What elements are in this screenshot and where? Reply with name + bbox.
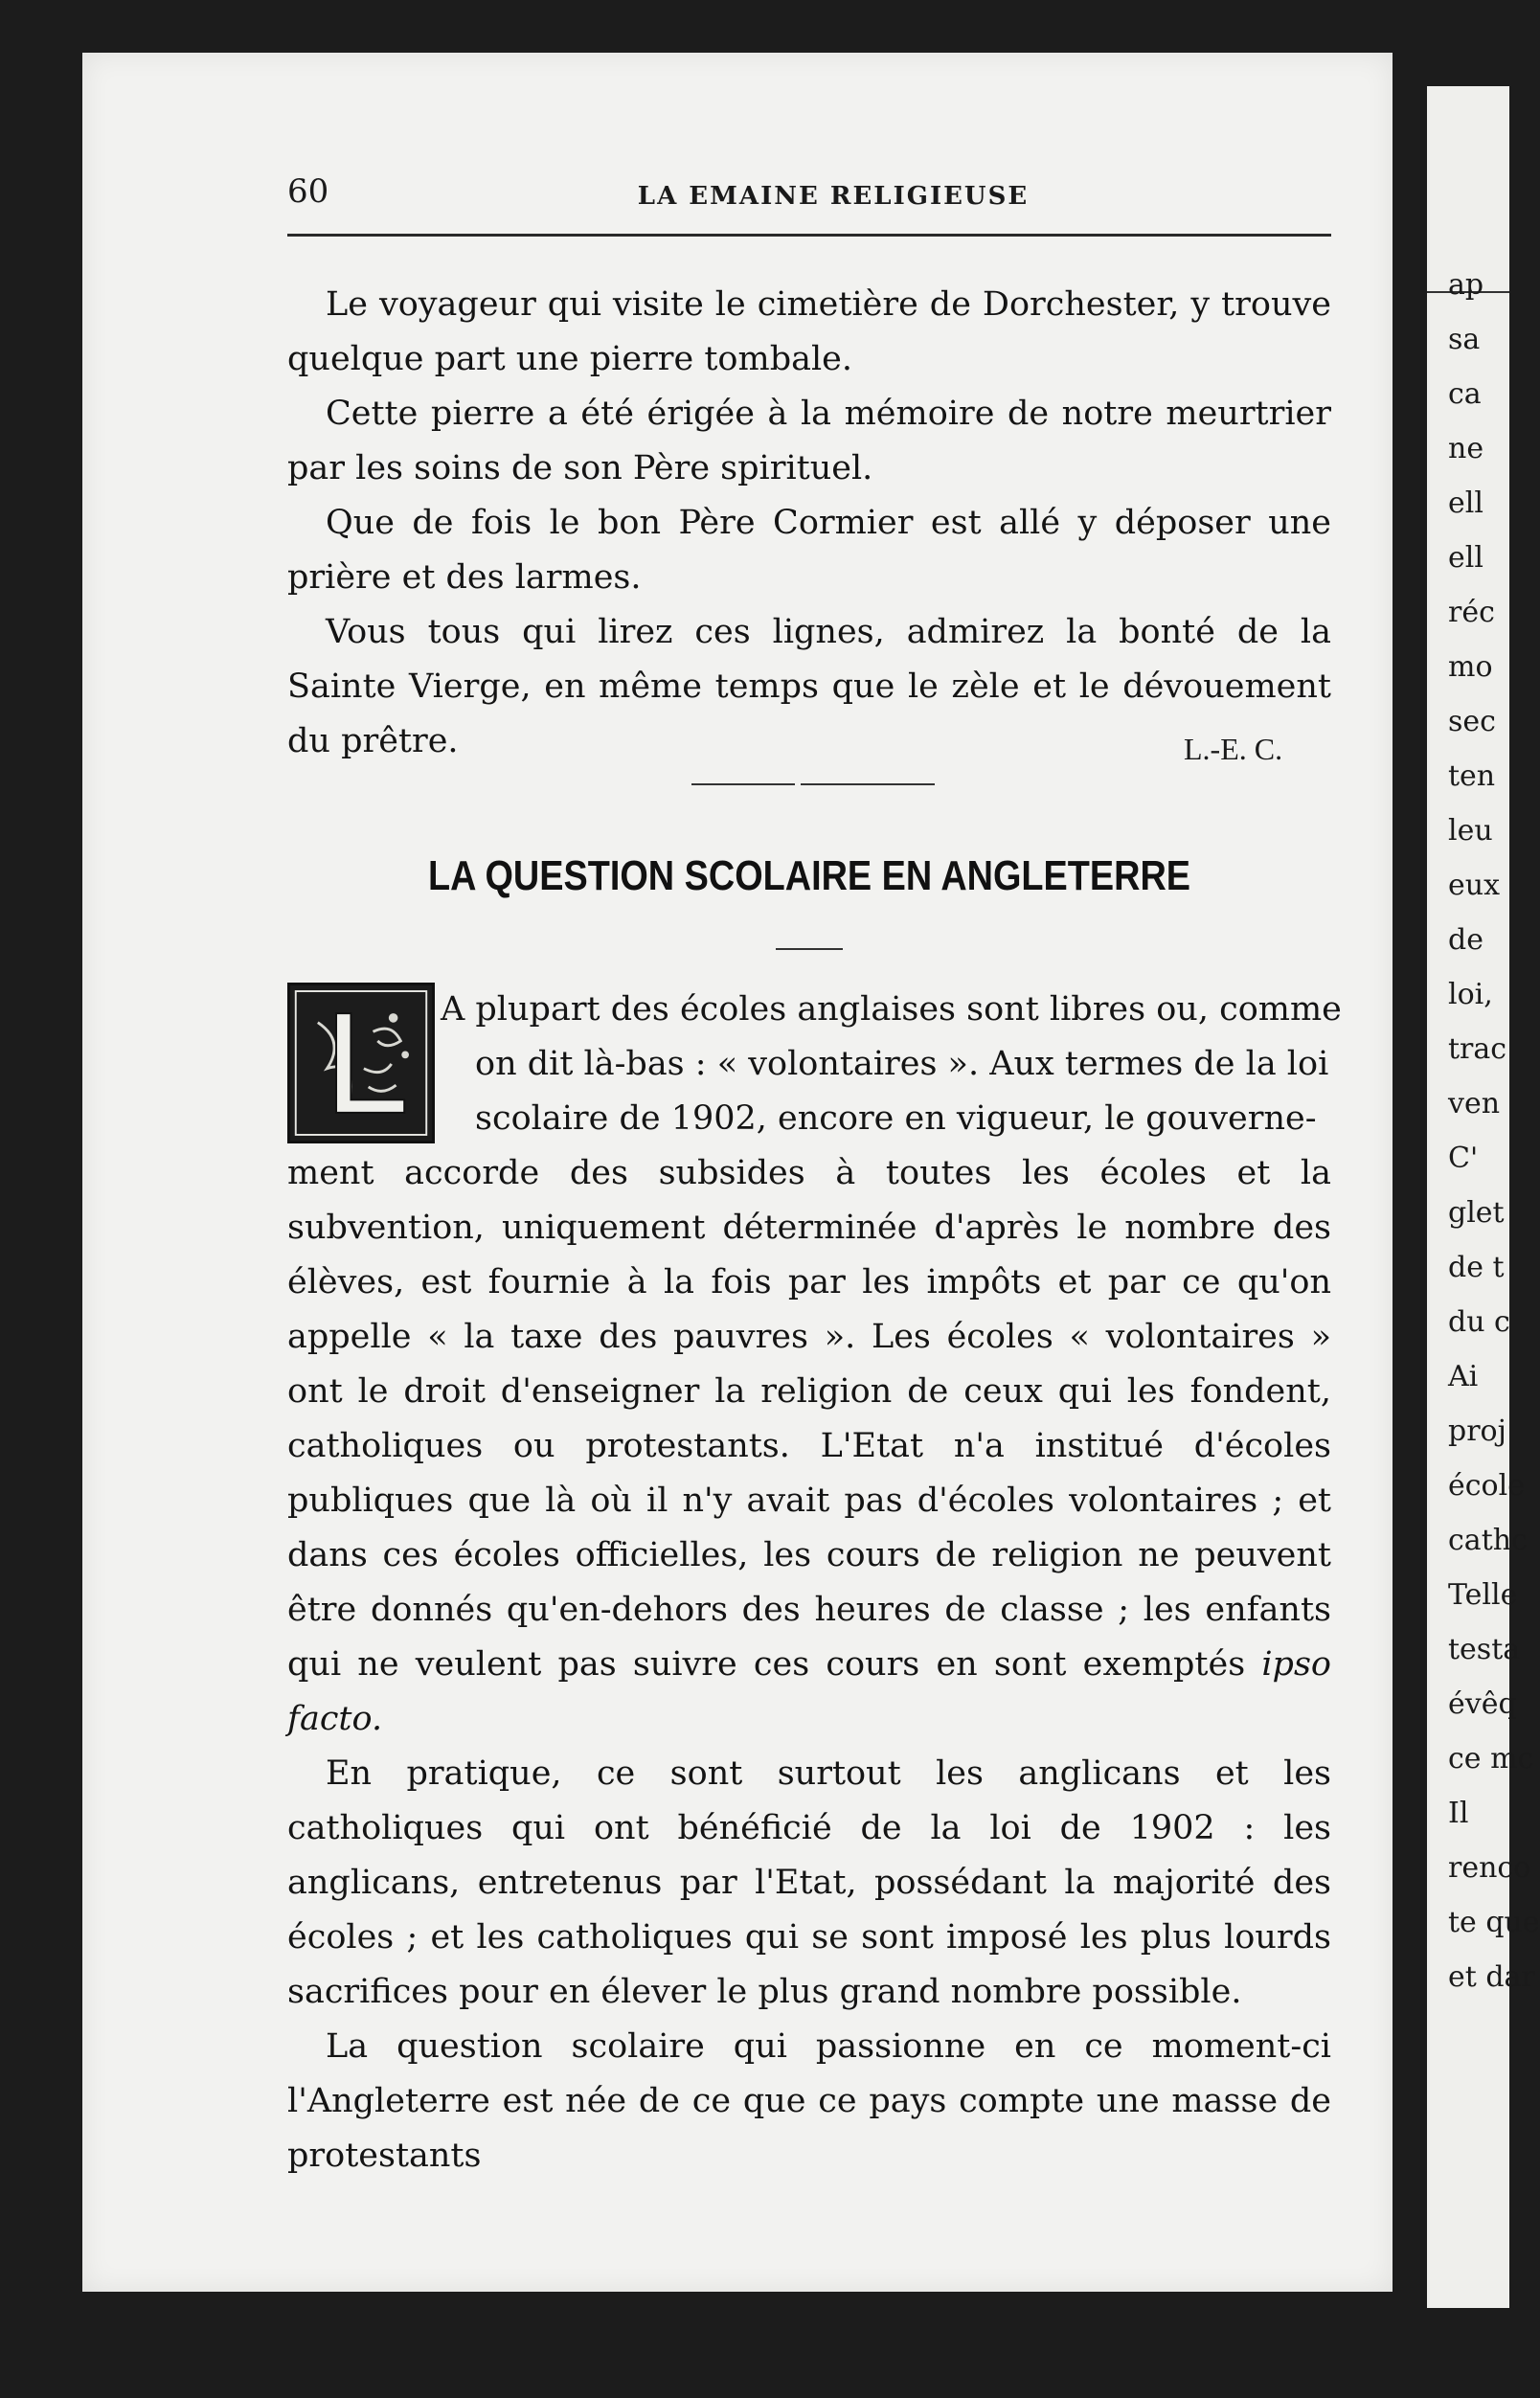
facing-page-fragment: proj — [1448, 1414, 1506, 1448]
facing-page-fragment: cathc — [1448, 1524, 1528, 1557]
facing-page-fragment: testa — [1448, 1633, 1521, 1666]
page-number: 60 — [287, 172, 329, 211]
paragraph — [287, 1146, 1331, 1747]
separator-rule-right — [801, 783, 935, 785]
paragraph: La question scolaire qui passionne en ce moment-ci l'Angleterre est née de ce que ce pays compte une masse de protestants — [287, 2027, 1331, 2175]
paragraph: Que de fois le bon Père Cormier est allé y déposer une prière et des larmes. — [287, 504, 1331, 597]
article-body — [287, 1146, 1331, 2183]
facing-page-fragment: leu — [1448, 814, 1493, 848]
paragraph: En pratique, ce sont surtout les anglicans et les catholiques qui ont bénéficié de la loi de 1902 : les anglicans, entretenus par l'Etat, possédant la majorité des écoles ; et les catholiques qui se sont imposé les plus lourds sacrifices pour en élever le plus grand nombre possible. — [287, 1754, 1331, 2011]
facing-page-fragment: réc — [1448, 596, 1495, 629]
paragraph: Le voyageur qui visite le cimetière de Dorchester, y trouve quelque part une pierre tombale. — [287, 285, 1331, 378]
facing-page-fragment: trac — [1448, 1032, 1507, 1066]
facing-page-fragment: ca — [1448, 377, 1482, 411]
paragraph: Vous tous qui lirez ces lignes, admirez la bonté de la Sainte Vierge, en même temps que le zèle et le dévouement du prêtre. — [287, 613, 1331, 760]
title-rule — [776, 948, 843, 950]
facing-page-fragment: ce mc — [1448, 1742, 1534, 1776]
paragraph: Cette pierre a été érigée à la mémoire de notre meurtrier par les soins de son Père spirituel. — [287, 395, 1331, 487]
italic-phrase: ipso facto. — [287, 1645, 1331, 1738]
facing-page-fragment: ell — [1448, 541, 1483, 575]
facing-page-fragment: du c — [1448, 1305, 1510, 1339]
facing-page-edge — [1427, 86, 1540, 2308]
facing-page-fragment: ap — [1448, 268, 1484, 302]
paragraph-text: ment accorde des subsides à toutes les écoles et la subvention, uniquement déterminée d'après le nombre des élèves, est fournie à la fois par les impôts et par ce qu'on appelle « la taxe des pauvres ». Les écoles « volontaires » ont le droit d'enseigner la religion de ceux qui les fondent, catholiques ou protestants. L'Etat n'a institué d'écoles publiques que là où il n'y avait pas d'écoles volontaires ; et dans ces écoles officielles, les cours de religion ne peuvent être donnés qu'en-dehors des heures de classe ; les enfants qui ne veulent pas suivre ces cours en sont exemptés — [287, 1154, 1331, 1684]
facing-page-fragment: sec — [1448, 705, 1496, 738]
article-opening-lines — [441, 983, 1342, 1146]
facing-page-fragment: de — [1448, 923, 1483, 957]
facing-page-fragment: évêq — [1448, 1687, 1517, 1721]
facing-page-fragment: glet — [1448, 1196, 1505, 1230]
separator-rule-left — [691, 783, 795, 785]
facing-page-fragment: ell — [1448, 486, 1483, 520]
facing-page-fragment: de t — [1448, 1251, 1505, 1284]
facing-page-fragment: école — [1448, 1469, 1525, 1503]
facing-page-fragment: C' — [1448, 1142, 1479, 1175]
facing-page-fragment: ne — [1448, 432, 1484, 465]
article-title: LA QUESTION SCOLAIRE EN ANGLETERRE — [427, 852, 1191, 899]
intro-text — [287, 278, 1331, 769]
signature: L.-E. C. — [1184, 732, 1283, 766]
facing-page-fragment: ven — [1448, 1087, 1501, 1120]
facing-page-fragment: loi, — [1448, 978, 1493, 1011]
facing-page-fragment: te que — [1448, 1906, 1540, 1939]
facing-page-fragment: mo — [1448, 650, 1493, 684]
page-header — [287, 172, 1331, 239]
facing-page-fragment: ten — [1448, 759, 1496, 793]
facing-page-fragment: Il — [1448, 1797, 1469, 1830]
facing-page-fragment: et dar — [1448, 1960, 1535, 1994]
facing-page-fragment: eux — [1448, 869, 1500, 902]
facing-page-fragment: renco — [1448, 1851, 1531, 1885]
facing-page-fragment: sa — [1448, 323, 1481, 356]
facing-page-fragment: Telle — [1448, 1578, 1518, 1612]
facing-page-fragment: Ai — [1448, 1360, 1479, 1393]
opening-line: scolaire de 1902, encore en vigueur, le gouverne- — [475, 1099, 1317, 1138]
running-title: LA EMAINE RELIGIEUSE — [637, 182, 1030, 211]
ornamental-dropcap — [287, 983, 435, 1143]
opening-line: A plupart des écoles anglaises sont libres ou, comme — [441, 990, 1342, 1029]
opening-line: on dit là-bas : « volontaires ». Aux termes de la loi — [475, 1045, 1329, 1083]
header-rule — [287, 234, 1331, 237]
